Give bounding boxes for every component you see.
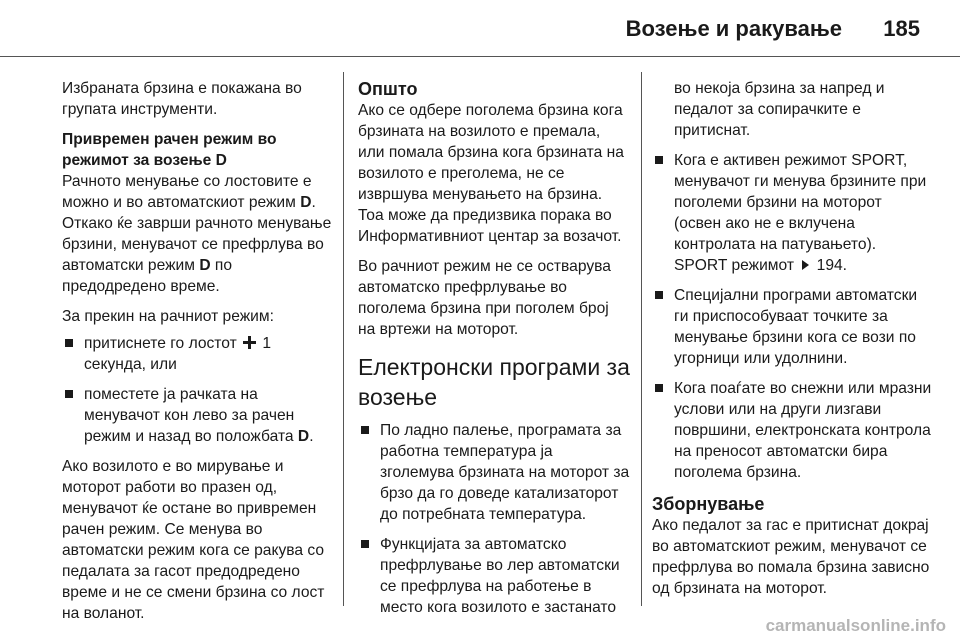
list-item <box>62 333 334 375</box>
text-run: Рачното менување со лостовите е можно и во автоматскиот режим <box>62 173 312 211</box>
column-divider-1 <box>343 72 344 606</box>
section-subtitle: Зборнување <box>652 494 765 514</box>
column-1 <box>62 78 334 633</box>
text-run: . Откако ќе заврши рачното менување брзини, менувачот се префрлува во автоматски режим <box>62 194 332 274</box>
mode-letter: D <box>199 257 211 274</box>
paragraph: Ако се одбере поголема брзина кога брзината на возилото е премала, или помала брзина кога брзината на возилото е преголема, не се извршува менувањето на брзина. Тоа може да предизвика порака во Информативниот центар за возачот. <box>358 102 624 245</box>
list-item <box>652 150 932 276</box>
list-item: Специјални програми автоматски ги приспособуваат точките за менување брзини кога се вози по угорници или удолнини. <box>652 285 932 369</box>
text-run: . <box>309 428 314 445</box>
section-subtitle: Привремен рачен режим во режимот за возење D <box>62 131 277 169</box>
list-item: Функцијата за автоматско префрлување во лер автоматски се префрлува на работење в место кога возилото е застанато <box>358 534 630 618</box>
header-divider <box>0 56 960 57</box>
text-run: по предодредено време. <box>62 257 233 295</box>
bullet-list <box>358 420 630 618</box>
paragraph: Избраната брзина е покажана во групата инструменти. <box>62 80 302 118</box>
list-item <box>62 384 334 447</box>
mode-letter: D <box>300 194 312 211</box>
bullet-list <box>62 333 334 447</box>
text-run: притиснете го лостот <box>84 335 242 352</box>
mode-letter: D <box>297 428 310 445</box>
section-heading: Електронски програми за возење <box>358 354 630 410</box>
watermark: carmanualsonline.info <box>765 616 946 635</box>
text-run: Кога е активен режимот SPORT, менувачот ги менува брзините при поголеми брзини на моторот (освен ако не е вклучена контролата на патувањето). <box>674 152 927 253</box>
list-item: Кога поаѓате во снежни или мразни услови или на други лизгави површини, електронската контрола на преносот автоматски бира поголема брзина. <box>652 378 932 483</box>
paragraph: За прекин на рачниот режим: <box>62 308 274 325</box>
paragraph: Во рачниот режим не се остварува автоматско префрлување во поголема брзина при поголем број на вртежи на моторот. <box>358 258 611 338</box>
paragraph: Ако возилото е во мирување и моторот работи во празен од, менувачот ќе остане во привремен рачен режим. Се менува во автоматски режим кога се ракува со педалата за гасот предодредено време и не се смени брзина со лост на воланот. <box>62 458 325 622</box>
paragraph <box>62 171 334 297</box>
paragraph: во некоја брзина за напред и педалот за сопирачките е притиснат. <box>674 80 885 139</box>
list-item: По ладно палење, програмата за работна температура ја зголемува брзината на моторот за брзо да го доведе катализаторот до потребната температура. <box>358 420 630 525</box>
column-divider-2 <box>641 72 642 606</box>
section-subtitle: Општо <box>358 79 418 99</box>
page-number: 185 <box>883 16 920 41</box>
page-reference-icon <box>802 260 809 270</box>
text-run: 1 секунда, или <box>84 335 272 373</box>
text-run: поместете ја рачката на менувачот кон лево за рачен режим и назад во положбата <box>84 386 298 445</box>
bullet-list <box>652 150 932 483</box>
paragraph: Ако педалот за гас е притиснат докрај во автоматскиот режим, менувачот се префрлува во помала брзина зависно од брзината на моторот. <box>652 517 930 597</box>
column-2 <box>358 78 630 627</box>
text-run: SPORT режимот <box>674 257 799 274</box>
column-3 <box>652 78 932 608</box>
plus-icon <box>243 336 256 349</box>
page-reference: 194. <box>812 257 848 274</box>
page-header <box>0 0 960 56</box>
header-title: Возење и ракување <box>625 16 842 41</box>
